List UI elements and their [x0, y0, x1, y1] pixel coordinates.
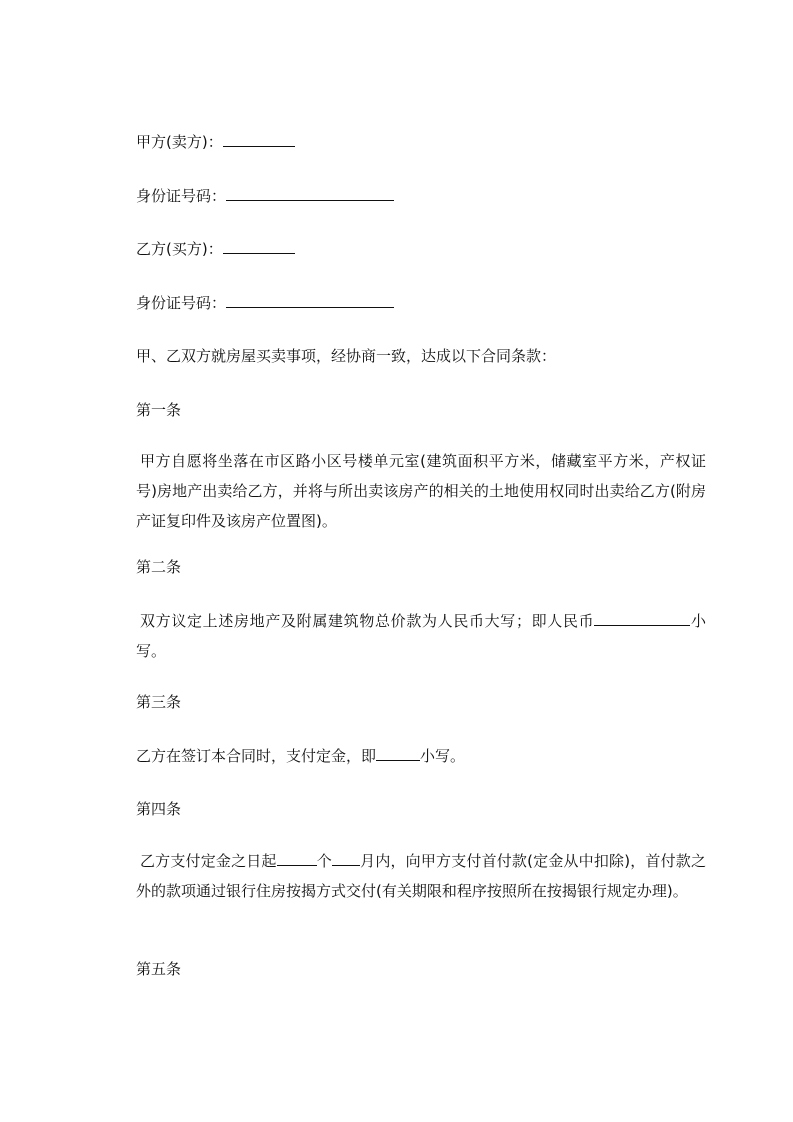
article-3-text-after: 小写。 — [420, 747, 466, 765]
article-4-blank-2 — [332, 850, 360, 866]
article-2-amount-blank — [594, 610, 690, 626]
party-b-blank — [223, 238, 295, 254]
party-b-id-label: 身份证号码： — [136, 294, 227, 312]
article-4-text-part3: 月内，向甲方支付首付款(定金从中扣除)，首付款之外的款项通过银行住房按揭方式交付(有关期限和程序按照所在按揭银行规定办理)。 — [136, 852, 706, 900]
article-4-heading: 第四条 — [136, 800, 182, 818]
article-3-text — [136, 745, 465, 767]
article-2-heading: 第二条 — [136, 558, 182, 576]
party-a-id-line — [136, 185, 394, 207]
party-b-id-blank — [226, 292, 394, 308]
article-2-text — [136, 606, 706, 666]
article-4-text — [136, 846, 706, 906]
article-1-text: 甲方自愿将坐落在市区路小区号楼单元室(建筑面积平方米，储藏室平方米，产权证号)房地产出卖给乙方，并将与所出卖该房产的相关的土地使用权同时出卖给乙方(附房产证复印件及该房产位置图)。 — [136, 452, 706, 530]
article-3-text-before: 乙方在签订本合同时，支付定金，即 — [136, 747, 377, 765]
party-b-label: 乙方(买方)： — [136, 240, 223, 258]
party-a-blank — [223, 131, 295, 147]
article-4-blank-1 — [277, 850, 317, 866]
article-1-heading: 第一条 — [136, 401, 182, 419]
article-2-text-after: 小写。 — [136, 612, 706, 660]
article-3-deposit-blank — [376, 745, 420, 761]
party-a-id-label: 身份证号码： — [136, 187, 227, 205]
intro-text: 甲、乙双方就房屋买卖事项，经协商一致，达成以下合同条款： — [136, 347, 557, 365]
article-4-text-part2: 个 — [316, 852, 332, 870]
party-a-label: 甲方(卖方)： — [136, 133, 223, 151]
article-3-heading: 第三条 — [136, 693, 182, 711]
party-a-line — [136, 131, 295, 153]
party-b-id-line — [136, 292, 394, 314]
article-4-text-part1: 乙方支付定金之日起 — [140, 852, 277, 870]
party-b-line — [136, 238, 295, 260]
party-a-id-blank — [226, 185, 394, 201]
article-2-text-before: 双方议定上述房地产及附属建筑物总价款为人民币大写；即人民币 — [140, 612, 595, 630]
article-5-heading: 第五条 — [136, 960, 182, 978]
